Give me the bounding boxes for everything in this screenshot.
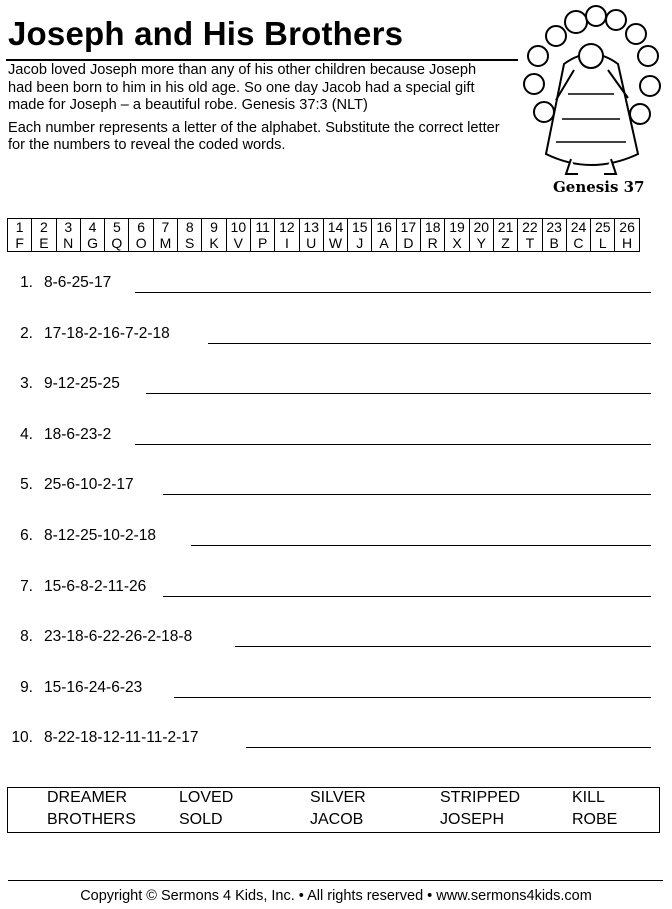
cipher-number-cell: 3 xyxy=(56,219,80,236)
cipher-number-cell: 22 xyxy=(518,219,542,236)
word-bank-item: BROTHERS xyxy=(47,811,136,828)
cipher-number-cell: 21 xyxy=(493,219,517,236)
coded-word: 9-12-25-25 xyxy=(44,375,120,393)
cipher-letter-cell: W xyxy=(323,235,347,252)
coded-word: 15-6-8-2-11-26 xyxy=(44,577,147,595)
question-number: 5. xyxy=(20,476,33,494)
intro-text xyxy=(8,62,503,160)
question-number: 1. xyxy=(20,274,33,291)
scripture-reference: Genesis 37 xyxy=(553,178,645,196)
word-bank-item: SILVER xyxy=(310,789,366,806)
cipher-letter-cell: Z xyxy=(493,235,517,252)
word-bank-item: SOLD xyxy=(179,811,223,828)
coded-word: 8-12-25-10-2-18 xyxy=(44,527,157,544)
cipher-letter-cell: K xyxy=(202,235,226,252)
cipher-letter-cell: D xyxy=(396,235,420,252)
cipher-letter-cell: O xyxy=(129,235,153,252)
instructions-paragraph: Each number represents a letter of the alphabet. Substitute the correct letter for the numbers to reveal the coded words. xyxy=(8,119,500,153)
question-row xyxy=(0,273,672,303)
answer-line[interactable] xyxy=(174,697,651,698)
question-row xyxy=(0,678,672,708)
coded-word: 18-6-23-2 xyxy=(44,425,112,443)
cipher-number-cell: 6 xyxy=(129,219,153,236)
cipher-letter-cell: V xyxy=(226,235,250,252)
answer-line[interactable] xyxy=(191,545,651,546)
story-paragraph: Jacob loved Joseph more than any of his other children because Joseph had been born to him in his old age. So one day Jacob had a special gift made for Joseph – a beautiful robe. Genesis 37:3 (NLT) xyxy=(8,62,477,113)
coded-word: 8-6-25-17 xyxy=(44,274,112,291)
word-bank-item: JOSEPH xyxy=(440,811,505,828)
cipher-letter-cell: Q xyxy=(105,235,129,252)
question-row xyxy=(0,526,672,556)
cipher-letter-cell: G xyxy=(80,235,104,252)
cipher-number-cell: 5 xyxy=(105,219,129,236)
word-bank-item: JACOB xyxy=(310,811,364,828)
cipher-number-cell: 23 xyxy=(542,219,566,236)
cipher-number-cell: 19 xyxy=(445,219,469,236)
cipher-number-cell: 15 xyxy=(348,219,372,236)
cipher-number-cell: 1 xyxy=(8,219,32,236)
question-row xyxy=(0,475,672,505)
joseph-with-brothers-illustration xyxy=(516,4,666,200)
cipher-number-cell: 11 xyxy=(250,219,274,236)
cipher-letter-cell: T xyxy=(518,235,542,252)
question-number: 3. xyxy=(20,375,33,393)
cipher-letter-cell: N xyxy=(56,235,80,252)
question-number: 2. xyxy=(20,324,33,342)
footer-divider xyxy=(8,880,663,881)
answer-line[interactable] xyxy=(135,444,651,445)
coded-word: 15-16-24-6-23 xyxy=(44,678,143,696)
cipher-number-cell: 13 xyxy=(299,219,323,236)
cipher-number-cell: 20 xyxy=(469,219,493,236)
cipher-number-cell: 8 xyxy=(178,219,202,236)
question-row xyxy=(0,577,672,607)
cipher-letter-cell: I xyxy=(275,235,299,252)
footer-copyright: Copyright © Sermons 4 Kids, Inc. • All rights reserved • www.sermons4kids.com xyxy=(80,888,592,904)
answer-line[interactable] xyxy=(163,596,651,597)
cipher-number-cell: 18 xyxy=(421,219,445,236)
answer-line[interactable] xyxy=(135,292,651,293)
answer-line[interactable] xyxy=(146,393,651,394)
cipher-number-cell: 17 xyxy=(396,219,420,236)
coded-word: 25-6-10-2-17 xyxy=(44,476,134,494)
cipher-key xyxy=(7,218,640,252)
question-number: 8. xyxy=(20,628,33,646)
word-bank-item: KILL xyxy=(572,789,605,806)
cipher-number-cell: 16 xyxy=(372,219,396,236)
word-bank-item: STRIPPED xyxy=(440,789,521,806)
answer-line[interactable] xyxy=(208,343,651,344)
word-bank-item: DREAMER xyxy=(47,789,128,806)
page-title: Joseph and His Brothers xyxy=(8,15,404,52)
cipher-number-cell: 2 xyxy=(32,219,56,236)
cipher-letter-cell: A xyxy=(372,235,396,252)
cipher-numbers-row xyxy=(8,219,640,236)
cipher-letter-cell: F xyxy=(8,235,32,252)
question-number: 7. xyxy=(20,577,33,595)
cipher-number-cell: 26 xyxy=(615,219,639,236)
question-number: 4. xyxy=(20,425,33,443)
cipher-letter-cell: H xyxy=(615,235,639,252)
cipher-number-cell: 25 xyxy=(591,219,615,236)
cipher-letter-cell: U xyxy=(299,235,323,252)
question-row xyxy=(0,425,672,455)
cipher-letter-cell: M xyxy=(153,235,177,252)
cipher-number-cell: 24 xyxy=(566,219,590,236)
cipher-letter-cell: E xyxy=(32,235,56,252)
cipher-letter-cell: J xyxy=(348,235,372,252)
cipher-letter-cell: C xyxy=(566,235,590,252)
question-number: 6. xyxy=(20,527,33,544)
word-bank xyxy=(7,787,660,833)
word-bank-item: LOVED xyxy=(179,789,234,806)
cipher-number-cell: 9 xyxy=(202,219,226,236)
cipher-number-cell: 14 xyxy=(323,219,347,236)
coded-word: 8-22-18-12-11-11-2-17 xyxy=(44,729,199,747)
cipher-number-cell: 12 xyxy=(275,219,299,236)
cipher-letter-cell: X xyxy=(445,235,469,252)
answer-line[interactable] xyxy=(163,494,651,495)
cipher-number-cell: 10 xyxy=(226,219,250,236)
cipher-number-cell: 4 xyxy=(80,219,104,236)
word-bank-item: ROBE xyxy=(572,811,618,828)
question-row xyxy=(0,374,672,404)
answer-line[interactable] xyxy=(246,747,651,748)
cipher-letter-cell: S xyxy=(178,235,202,252)
cipher-letter-cell: Y xyxy=(469,235,493,252)
question-number: 10. xyxy=(11,729,33,747)
cipher-number-cell: 7 xyxy=(153,219,177,236)
cipher-letter-cell: P xyxy=(250,235,274,252)
cipher-letters-row xyxy=(8,235,640,252)
cipher-letter-cell: R xyxy=(421,235,445,252)
question-row xyxy=(0,627,672,657)
question-number: 9. xyxy=(20,678,33,696)
cipher-letter-cell: L xyxy=(591,235,615,252)
question-row xyxy=(0,728,672,758)
title-underline xyxy=(6,59,518,61)
coded-word: 17-18-2-16-7-2-18 xyxy=(44,324,170,342)
answer-line[interactable] xyxy=(235,646,651,647)
cipher-letter-cell: B xyxy=(542,235,566,252)
coded-word: 23-18-6-22-26-2-18-8 xyxy=(44,628,193,646)
question-row xyxy=(0,324,672,354)
